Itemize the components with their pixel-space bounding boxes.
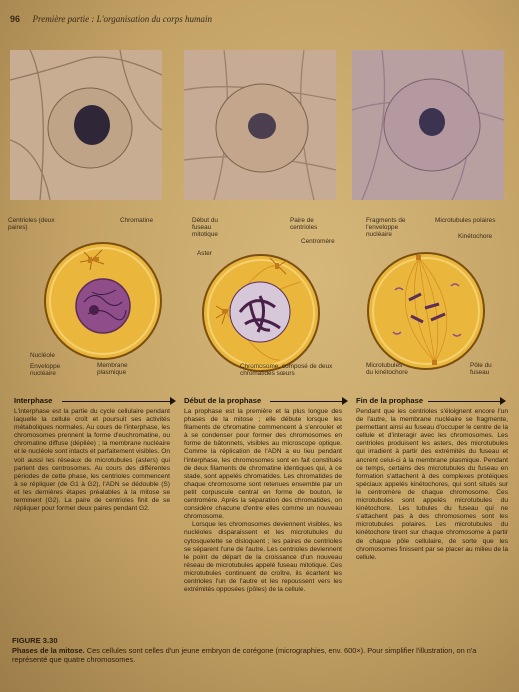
figure-title: Phases de la mitose. [12,646,85,655]
heading-fin-prophase: Fin de la prophase [356,396,424,405]
arrow-line-1 [62,401,170,402]
label-microtubules-polaires: Microtubules polaires [435,217,496,224]
label-enveloppe: Enveloppe nucléaire [30,363,61,377]
label-membrane: Membrane plasmique [97,362,128,376]
label-microtubules-kinetochore: Microtubules du kinétochore [366,362,408,376]
label-chromosome: Chromosome, composé de deux chromatides sœurs [240,363,333,377]
heading-interphase: Interphase [14,396,53,405]
page-header [10,14,212,24]
text-fin-prophase: Pendant que les centrioles s'éloignent encore l'un de l'autre, la membrane nucléaire se fragmente, permettant ainsi au fuseau d'occuper le centre de la cellule et d'interagir avec les chromosomes. Les centrioles produisent les asters, des microtubules qui irradient à partir des extrémités du fuseau et ancrent celui-ci à la membrane plasmique. Pendant ce temps, certains des microtubules du fuseau en formation s'attachent à des complexes protéiques spéciaux appelés kinétochores, qui sont situés sur le centromère de chaque chromosome. Ces microtubules sont appelés microtubules du kinétochore. Les tubules du fuseau qui ne s'attachent pas à des chromosomes sont les microtubules polaires. Les microtubules du kinétochore tirent sur chaque chromosome à partir de chaque pôle cellulaire, de sorte que les chromosomes finissent par se placer au milieu de la cellule. [356,408,508,561]
arrow-head-1 [170,397,176,405]
label-nucleole: Nucléole [30,352,55,359]
interphase-cell-diagram [42,240,164,362]
label-aster: Aster [197,250,212,257]
label-centrioles: Centrioles (deux paires) [8,217,55,231]
fin-prophase-cell-diagram [365,250,487,372]
label-paire-centrioles: Paire de centrioles [290,217,318,231]
label-kinetochore: Kinétochore [458,233,493,240]
label-centromere: Centromère [301,238,335,245]
column-prophase [184,408,342,594]
arrow-head-2 [342,397,348,405]
label-pole-fuseau: Pôle du fuseau [470,362,492,376]
arrow-line-3 [428,401,500,402]
micrograph-prophase [184,50,336,200]
heading-prophase: Début de la prophase [184,396,262,405]
prophase-cell-diagram [200,252,322,374]
label-debut-fuseau: Début du fuseau mitotique [192,217,218,238]
text-prophase-2: Lorsque les chromosomes deviennent visibles, les nucléoles disparaissent et les microtubules du cytosquelette se disloquent ; les paires de centrioles se séparent l'une de l'autre. Les centrioles deviennent le point de départ de la croissance d'un nouveau réseau de microtubules appelé fuseau mitotique. Ces microtubules continuent de croître, ils écartent les centrioles l'un de l'autre et les repoussent vers les extrémités opposées (pôles) de la cellule. [184,521,342,594]
text-interphase: L'interphase est la partie du cycle cellulaire pendant laquelle la cellule croît et poursuit ses activités métaboliques normales. Au cours de l'interphase, les chromosomes prennent la forme d'euchromatine, ou chromatine diffuse (dépliée) ; la membrane nucléaire et le nucléole sont intacts et parfaitement visibles. On voit aussi les réseaux de microtubules (asters) qui partent des centrosomes. Au cours des différentes périodes de cette phase, les centrioles commencent à se répliquer (de G1 à G2), l'ADN se dédouble (S) et les dernières étapes préalables à la mitose se terminent (G2). La paire de centrioles finit de se répliquer pour former deux paires pendant G2. [14,408,170,513]
figure-caption [12,646,492,664]
figure-caption-text: Ces cellules sont celles d'un jeune embryon de corégone (micrographies, env. 600×). Pour simplifier l'illustration, on n'a représenté que quatre chromosomes. [12,646,477,664]
arrow-head-3 [500,397,506,405]
label-chromatine: Chromatine [120,217,154,224]
arrow-line-2 [270,401,342,402]
part-title: Première partie : L'organisation du corps humain [32,14,212,24]
page-number: 96 [10,14,21,24]
micrograph-interphase [10,50,162,200]
text-prophase-1: La prophase est la première et la plus longue des phases de la mitose ; elle débute lorsque les filaments de chromatine commencent à s'enrouler et à se condenser pour former des chromosomes en forme de bâtonnets, visibles au microscope optique. Comme la réplication de l'ADN a eu lieu pendant l'interphase, les chromosomes sont en fait constitués de deux filaments de chromatine identiques qui, à ce stade, sont appelés chromatides. Les chromatides de chaque chromosome sont retenues ensemble par un petit corpuscule central en forme de bouton, le centromère. Après la séparation des chromatides, on considère chacune d'entre elles comme un nouveau chromosome. [184,408,342,521]
micrograph-fin-prophase [352,50,504,200]
label-fragments: Fragments de l'enveloppe nucléaire [366,217,406,238]
column-interphase [14,408,170,513]
column-fin-prophase [356,408,508,562]
figure-label: FIGURE 3.30 [12,636,58,645]
